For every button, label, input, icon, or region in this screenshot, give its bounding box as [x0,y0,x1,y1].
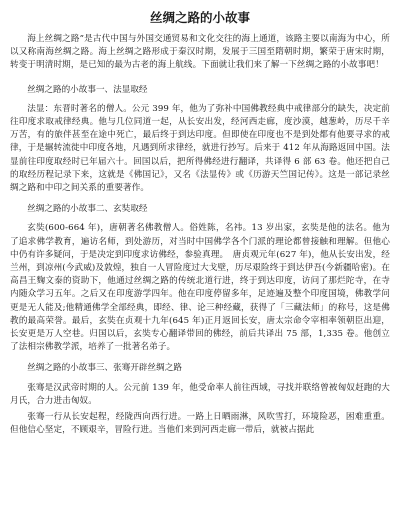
section-paragraph-xuanzang: 玄奘(600-664 年)，唐朝著名佛教僧人。俗姓陈，名袆。13 岁出家，玄奘是他的法名。他为了追求佛学教育，遍访名师，到处游历，对当时中国佛学各个门派的理论都曾接触和理解。但他心中仍有许多疑问，于是决定到印度求访佛经，参验真理。 唐贞观元年(627 年)，他从长安出发，经兰州，到凉州(今武威)及敦煌，独自一人冒险度过大戈壁，历尽艰险终于到达伊吾(今新疆哈密)。在高昌王麴文泰的资助下，他通过丝绸之路的传统北道行进，终于到达印度，访问了那烂陀寺，在寺内随众学习五年。之后又在印度游学四年。他在印度停留多年，足迹遍及整个印度国境，佛教学问更是无人能及;他精通佛学全部经典，即经、律、论三种经藏，获得了「三藏法师」的称号，这是佛教的最高荣誉。最后，玄奘在贞观十九年(645 年)正月返回长安，唐太宗命令宰相率领朝臣出迎，长安更是万人空巷。归国以后，玄奘专心翻译带回的佛经，前后共译出 75 部，1,335 卷。他创立了法相宗佛教学派，培养了一批著名弟子。 [10,223,390,353]
section-heading-zhangqian: 丝绸之路的小故事三、张骞开辟丝绸之路 [27,363,182,374]
section-heading-faxian: 丝绸之路的小故事一、法显取经 [27,84,148,95]
section-paragraph-zhangqian-2: 张骞一行从长安起程，经陇西向西行进。一路上日晒雨淋，风吹雪打，环境险恶，困难重重。但他信心坚定，不顾艰辛，冒险行进。当他们来到河西走廊一带后，就被占据此 [10,412,390,436]
intro-paragraph: 海上丝绸之路”是古代中国与外国交通贸易和文化交往的海上通道，该路主要以南海为中心，所以又称南海丝绸之路。海上丝绸之路形成于秦汉时期，发展于三国至隋朝时期，繁荣于唐宋时期，转变于明清时期，是已知的最为古老的海上航线。下面就让我们来了解一下丝绸之路的小故事吧！ [10,34,390,71]
section-paragraph-faxian: 法显：东晋时著名的僧人。公元 399 年，他为了弥补中国佛教经典中戒律部分的缺失，决定前往印度求取戒律经典。他与几位同道一起，从长安出发，经河西走廊，度沙漠，越葱岭，历尽千辛万苦，有的旅伴甚至在途中死亡，最后终于到达印度。但即使在印度也不是到处都有他要寻求的戒律，于是辗转流徙中印度各地，凡遇到所求律经，就进行抄写。后来于 412 年从海路返回中国。法显前往印度取经时已年届六十。回国以后，把所得佛经进行翻译，共译得 6 部 63 卷。他还把自己的取经历程记录下来，这就是《佛国记》，又名《法显传》或《历游天竺国记传》。这是一部记录丝绸之路和中印之间关系的重要著作。 [10,103,390,194]
section-paragraph-zhangqian-1: 张骞是汉武帝时期的人。公元前 139 年，他受命率人前往西域，寻找并联络曾被匈奴赶跑的大月氏，合力进击匈奴。 [10,382,390,406]
section-heading-xuanzang: 丝绸之路的小故事二、玄奘取经 [27,204,148,215]
document-title: 丝绸之路的小故事 [149,10,250,25]
